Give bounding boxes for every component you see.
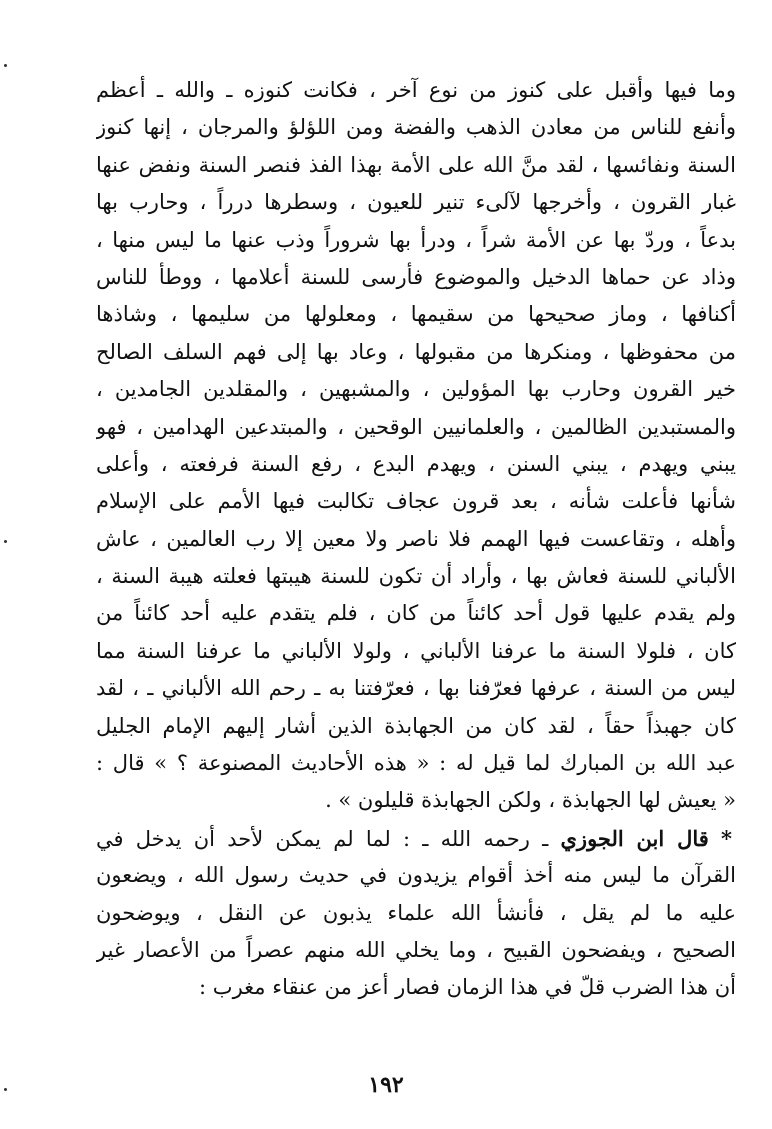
text-line: غبار القرون ، وأخرجها لآلىء تنير للعيون ، وسطرها درراً ، وحارب بها (96, 190, 736, 215)
body-text (96, 72, 736, 1007)
text-line: عبد الله بن المبارك لما قيل له : « هذه الأحاديث المصنوعة ؟ » قال : (96, 751, 736, 776)
text-line: وما فيها وأقبل على كنوز من نوع آخر ، فكانت كنوزه ـ والله ـ أعظم (96, 78, 736, 102)
text-line: وذاد عن حماها الدخيل والموضوع فأرسى للسنة أعلامها ، ووطأ للناس (96, 264, 736, 289)
text-line: من محفوظها ، ومنكرها من مقبولها ، وعاد بها إلى فهم السلف الصالح (96, 339, 736, 364)
text-line: عليه ما لم يقل ، فأنشأ الله علماء يذبون عن النقل ، ويوضحون (96, 900, 736, 925)
text-line: الألباني للسنة فعاش بها ، وأراد أن تكون للسنة هيبتها فعلته هيبة السنة ، (96, 564, 736, 589)
margin-dot (4, 540, 7, 543)
text-line: بدعاً ، وردّ بها عن الأمة شراً ، ودرأ بها شروراً وذب عنها ما ليس منها ، (96, 227, 736, 252)
quote-heading: قال ابن الجوزي (560, 825, 709, 851)
text-line: ليس من السنة ، عرفها فعرّفنا بها ، فعرّفتنا به ـ رحم الله الألباني ـ ، لقد (96, 676, 736, 701)
text-line: والمستبدين الظالمين ، والعلمانيين الوقحين ، والمبتدعين الهدامين ، فهو (96, 414, 736, 439)
text-line: أكنافها ، وماز صحيحها من سقيمها ، ومعلولها من سليمها ، وشاذها (96, 302, 736, 327)
text-line: كان ، فلولا السنة ما عرفنا الألباني ، ولولا الألباني ما عرفنا السنة مما (96, 638, 736, 663)
quote-first-line-rest: ـ رحمه الله ـ : لما لم يمكن لأحد أن يدخل في (96, 826, 549, 851)
margin-dot (4, 64, 7, 67)
text-line: وأنفع للناس من معادن الذهب والفضة ومن اللؤلؤ والمرجان ، إنها كنوز (96, 115, 736, 140)
text-line: شأنها فأعلت شأنه ، بعد قرون عجاف تكالبت فيها الأمم على الإسلام (96, 489, 736, 514)
text-line: ولم يقدم عليها قول أحد كائناً من كان ، فلم يتقدم عليه أحد كائناً من (96, 601, 736, 626)
page-number: ١٩٢ (368, 1072, 404, 1098)
text-line: يبني ويهدم ، يبني السنن ، ويهدم البدع ، رفع السنة فرفعته ، وأعلى (96, 451, 736, 476)
text-line: القرآن ما ليس منه أخذ أقوام يزيدون في حديث رسول الله ، ويضعون (96, 863, 736, 888)
text-line: « يعيش لها الجهابذة ، ولكن الجهابذة قليلون » . (325, 788, 736, 813)
quote-heading-line (96, 820, 736, 857)
text-line: كان جهبذاً حقاً ، لقد كان من الجهابذة الذين أشار إليهم الإمام الجليل (96, 713, 736, 738)
text-line: أن هذا الضرب قلّ في هذا الزمان فصار أعز من عنقاء مغرب : (199, 975, 736, 1000)
text-line: وأهله ، وتقاعست فيها الهمم فلا ناصر ولا معين إلا رب العالمين ، عاش (96, 526, 736, 551)
text-line: الصحيح ، ويفضحون القبيح ، وما يخلي الله منهم عصراً من الأعصار غير (96, 937, 736, 962)
quote-marker: * (721, 825, 733, 851)
text-line: خير القرون وحارب بها المؤولين ، والمشبهين ، والمقلدين الجامدين ، (96, 377, 736, 402)
text-line: السنة ونفائسها ، لقد منَّ الله على الأمة بهذا الفذ فنصر السنة ونفض عنها (96, 152, 736, 177)
